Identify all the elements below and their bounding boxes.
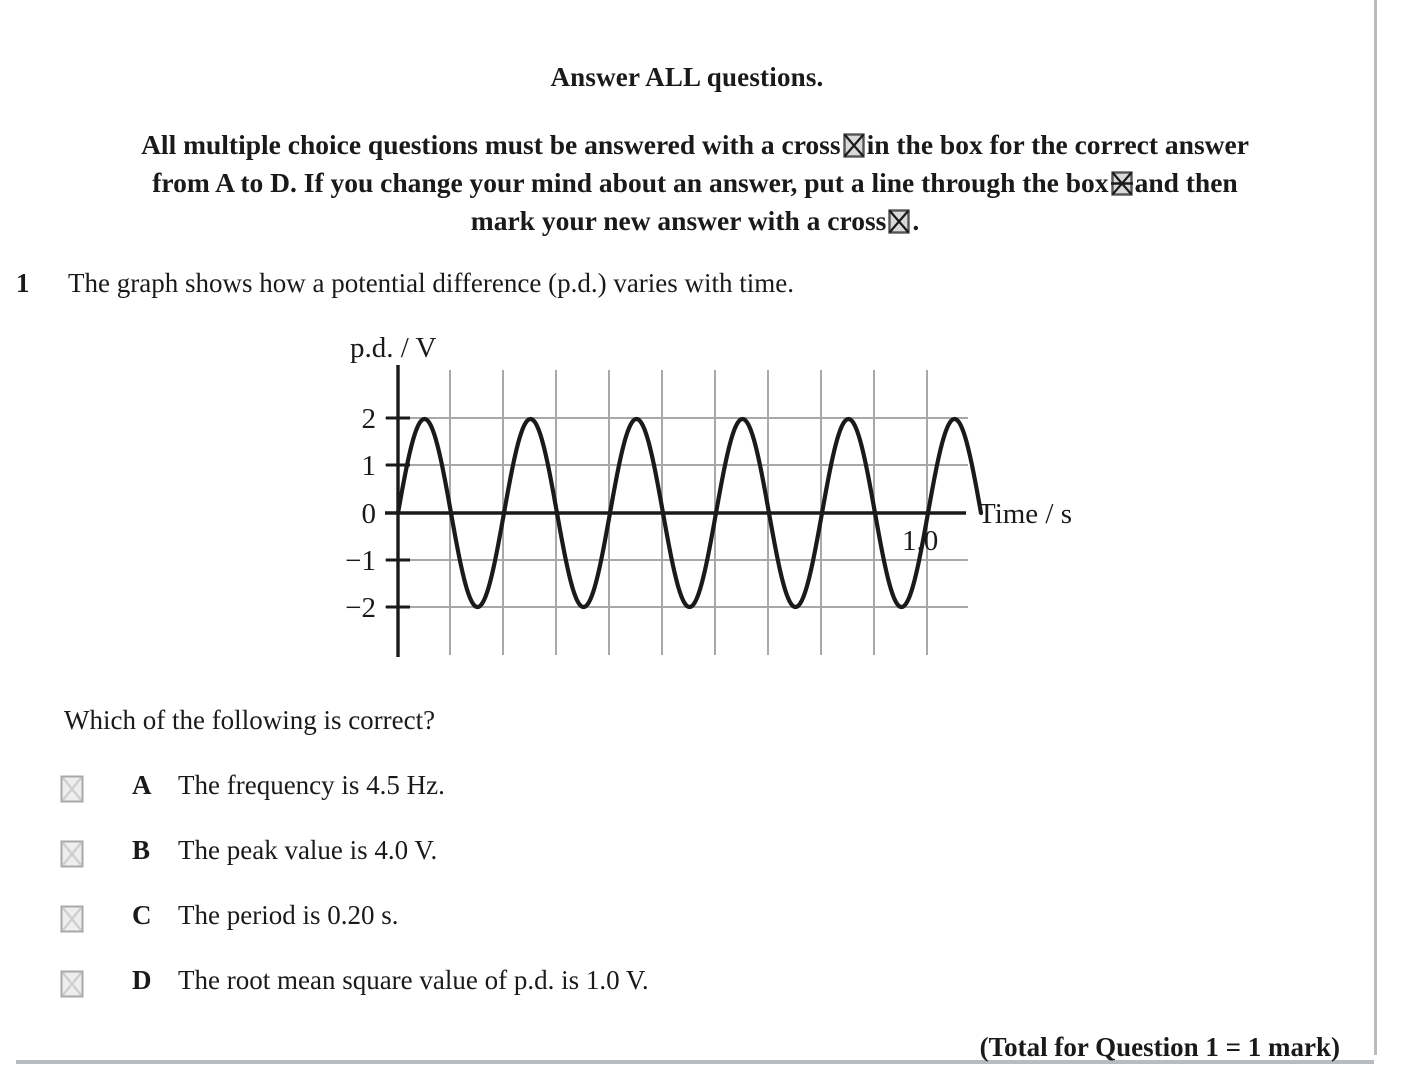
page-frame-right-border bbox=[1374, 0, 1377, 1055]
total-marks-label: (Total for Question 1 = 1 mark) bbox=[979, 1032, 1340, 1062]
question-stem: The graph shows how a potential difference (p.d.) varies with time. bbox=[68, 268, 795, 298]
y-tick-label-m2: −2 bbox=[345, 592, 376, 624]
option-letter-a: A bbox=[132, 770, 152, 800]
option-text-d: The root mean square value of p.d. is 1.0 V. bbox=[178, 965, 649, 995]
x-tick-label-1-0: 1.0 bbox=[902, 525, 939, 557]
cross-box-icon-2 bbox=[888, 209, 910, 234]
option-letter-b: B bbox=[132, 835, 151, 865]
instruction-text-3b: . bbox=[912, 205, 920, 236]
y-tick-label-m1: −1 bbox=[345, 545, 376, 577]
y-tick-label-2: 2 bbox=[361, 403, 376, 435]
question-number: 1 bbox=[16, 268, 30, 298]
instruction-text-1a: All multiple choice questions must be answered with a cross bbox=[141, 129, 841, 160]
instruction-text-3a: mark your new answer with a cross bbox=[470, 205, 887, 236]
x-axis-title: Time / s bbox=[978, 498, 1073, 530]
option-text-a: The frequency is 4.5 Hz. bbox=[178, 770, 445, 800]
answer-checkbox-a[interactable] bbox=[60, 775, 84, 803]
answer-checkbox-b[interactable] bbox=[60, 840, 84, 868]
graph-svg bbox=[330, 325, 1120, 670]
y-tick-label-0: 0 bbox=[361, 498, 376, 530]
cross-box-struck-icon bbox=[1111, 171, 1133, 196]
y-axis-title: p.d. / V bbox=[350, 332, 437, 364]
y-tick-labels bbox=[345, 403, 376, 624]
question-prompt: Which of the following is correct? bbox=[64, 705, 436, 735]
option-letter-d: D bbox=[132, 965, 152, 995]
option-letter-c: C bbox=[132, 900, 152, 930]
pd-vs-time-graph bbox=[330, 325, 1120, 670]
y-tick-label-1: 1 bbox=[361, 450, 376, 482]
option-text-c: The period is 0.20 s. bbox=[178, 900, 399, 930]
axes bbox=[385, 365, 966, 657]
page-title: Answer ALL questions. bbox=[550, 62, 824, 92]
instructions-block bbox=[34, 126, 1356, 240]
instruction-text-2b: and then bbox=[1134, 167, 1238, 198]
answer-checkbox-d[interactable] bbox=[60, 970, 84, 998]
cross-box-icon bbox=[843, 133, 865, 158]
option-text-b: The peak value is 4.0 V. bbox=[178, 835, 438, 865]
instruction-text-2a: from A to D. If you change your mind about an answer, put a line through the box bbox=[152, 167, 1109, 198]
answer-checkbox-c[interactable] bbox=[60, 905, 84, 933]
instruction-text-1b: in the box for the correct answer bbox=[866, 129, 1249, 160]
